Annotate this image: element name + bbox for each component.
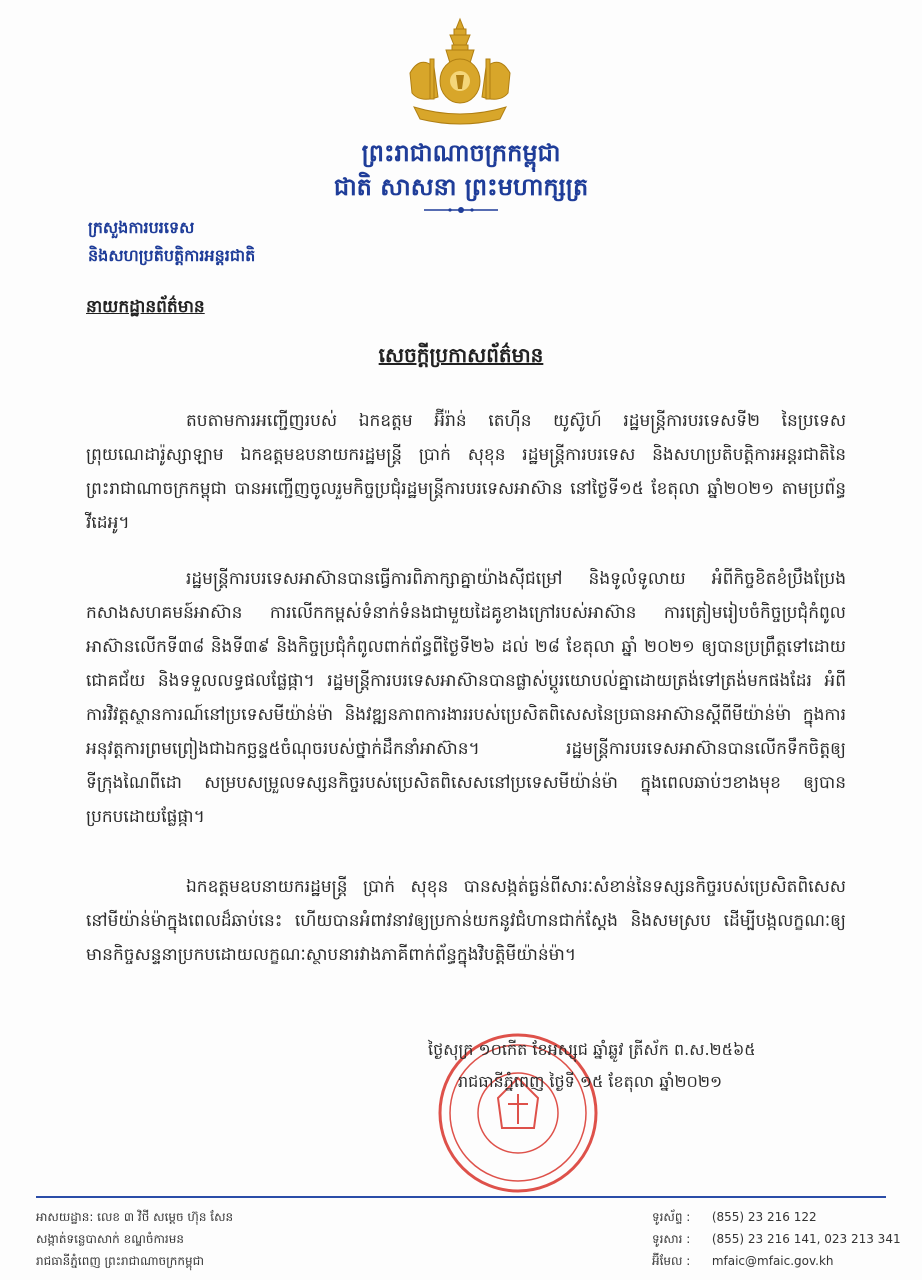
- body-paragraph-1: តបតាមការអញ្ជើញរបស់ ឯកឧត្តម អ៊ីរ៉ាន់ តេហ៊ីន យូស៊ូហ៍ រដ្ឋមន្ត្រីការបរទេសទី២ នៃប្រទេសព្រុយណេដារ៉ូស្សាឡាម ឯកឧត្តមឧបនាយករដ្ឋមន្ត្រី ប្រាក់ សុខុន រដ្ឋមន្ត្រីការបរទេស និងសហប្រតិបត្តិការអន្តរជាតិនៃព្រះរាជាណាចក្រកម្ពុជា បានអញ្ជើញចូលរួមកិច្ចប្រជុំរដ្ឋមន្ត្រីការបរទេសអាស៊ាន នៅថ្ងៃទី១៥ ខែតុលា ឆ្នាំ២០២១ តាមប្រព័ន្ធវីដេអូ។: [86, 411, 846, 533]
- email-value: mfaic@mfaic.gov.kh: [711, 1254, 834, 1268]
- ministry-line-2: និងសហប្រតិបត្តិការអន្តរជាតិ: [88, 246, 256, 265]
- fax-label: ទូរសារ :: [652, 1232, 691, 1246]
- phone-value: (855) 23 216 122: [711, 1210, 817, 1224]
- national-motto: ជាតិ សាសនា ព្រះមហាក្សត្រ: [333, 172, 589, 201]
- body-paragraph-3: ឯកឧត្តមឧបនាយករដ្ឋមន្ត្រី ប្រាក់ សុខុន បានសង្កត់ធ្ងន់ពីសារៈសំខាន់នៃទស្សនកិច្ចរបស់ប្រេសិតពិសេសនៅមីយ៉ាន់ម៉ាក្នុងពេលដ៏ឆាប់នេះ ហើយបានអំពាវនាវឲ្យប្រកាន់យកនូវជំហានជាក់ស្តែង និងសមស្រប ដើម្បីបង្កលក្ខណៈឲ្យមានកិច្ចសន្ទនាប្រកបដោយលក្ខណៈស្ថាបនារវាងភាគីពាក់ព័ន្ធក្នុងវិបត្តិមីយ៉ាន់ម៉ា។: [86, 877, 846, 965]
- letterhead-kingdom: [300, 136, 622, 204]
- ministry-line-1: ក្រសួងការបរទេស: [88, 218, 195, 237]
- dateline-lunar: ថ្ងៃសុក្រ ១០កើត ខែអស្សុជ ឆ្នាំឆ្លូវ ត្រីស័ក ព.ស.២៥៦៥: [428, 1040, 756, 1059]
- document-title: សេចក្តីប្រកាសព័ត៌មាន: [378, 343, 544, 367]
- address-line-2: សង្កាត់ទន្លេបាសាក់ ខណ្ឌចំការមន: [36, 1232, 184, 1246]
- phone-row: [652, 1206, 901, 1228]
- address-line-1: អាសយដ្ឋាន: លេខ ៣ វិថី សម្តេច ហ៊ុន សែន: [36, 1210, 234, 1224]
- ornament-divider-icon: [422, 204, 500, 216]
- email-label: អ៊ីមែល :: [652, 1254, 691, 1268]
- phone-label: ទូរស័ព្ទ :: [652, 1210, 691, 1224]
- email-row: [652, 1250, 901, 1272]
- footer-divider: [36, 1196, 886, 1198]
- ministry-name: [88, 214, 255, 270]
- fax-value: (855) 23 216 141, 023 213 341: [711, 1232, 901, 1246]
- dateline-solar: រាជធានីភ្នំពេញ ថ្ងៃទី ១៥ ខែតុលា ឆ្នាំ២០២១: [458, 1072, 723, 1091]
- kingdom-name: ព្រះរាជាណាចក្រកម្ពុជា: [361, 138, 561, 167]
- address-line-3: រាជធានីភ្នំពេញ ព្រះរាជាណាចក្រកម្ពុជា: [36, 1254, 204, 1268]
- fax-row: [652, 1228, 901, 1250]
- department-name: នាយកដ្ឋានព័ត៌មាន: [86, 297, 205, 317]
- footer-address: [36, 1206, 233, 1272]
- footer-contact: [652, 1206, 901, 1272]
- body-paragraph-2: រដ្ឋមន្ត្រីការបរទេសអាស៊ានបានធ្វើការពិភាក្សាគ្នាយ៉ាងស៊ីជម្រៅ និងទូលំទូលាយ អំពីកិច្ចខិតខំប្រឹងប្រែងកសាងសហគមន៍អាស៊ាន ការលើកកម្ពស់ទំនាក់ទំនងជាមួយដៃគូខាងក្រៅរបស់អាស៊ាន ការត្រៀមរៀបចំកិច្ចប្រជុំកំពូលអាស៊ានលើកទី៣៨ និងទី៣៩ និងកិច្ចប្រជុំកំពូលពាក់ព័ន្ធពីថ្ងៃទី២៦ ដល់ ២៨ ខែតុលា ឆ្នាំ ២០២១ ឲ្យបានប្រព្រឹត្តទៅដោយជោគជ័យ និងទទួលលទ្ធផលផ្លែផ្កា។ រដ្ឋមន្ត្រីការបរទេសអាស៊ានបានផ្លាស់ប្តូរយោបល់គ្នាដោយត្រង់ទៅត្រង់មកផងដែរ អំពីការវិវត្តស្ថានការណ៍នៅប្រទេសមីយ៉ាន់ម៉ា និងវឌ្ឍនភាពការងាររបស់ប្រេសិតពិសេសនៃប្រធានអាស៊ានស្តីពីមីយ៉ាន់ម៉ា ក្នុងការអនុវត្តការព្រមព្រៀងជាឯកច្ឆន្ទ៥ចំណុចរបស់ថ្នាក់ដឹកនាំអាស៊ាន។ រដ្ឋមន្ត្រីការបរទេសអាស៊ានបានលើកទឹកចិត្តឲ្យទីក្រុងណៃពីដោ សម្របសម្រួលទស្សនកិច្ចរបស់ប្រេសិតពិសេសនៅប្រទេសមីយ៉ាន់ម៉ា ក្នុងពេលឆាប់ៗខាងមុខ ឲ្យបានប្រកបដោយផ្លែផ្កា។: [86, 569, 846, 827]
- royal-emblem-icon: [400, 15, 520, 130]
